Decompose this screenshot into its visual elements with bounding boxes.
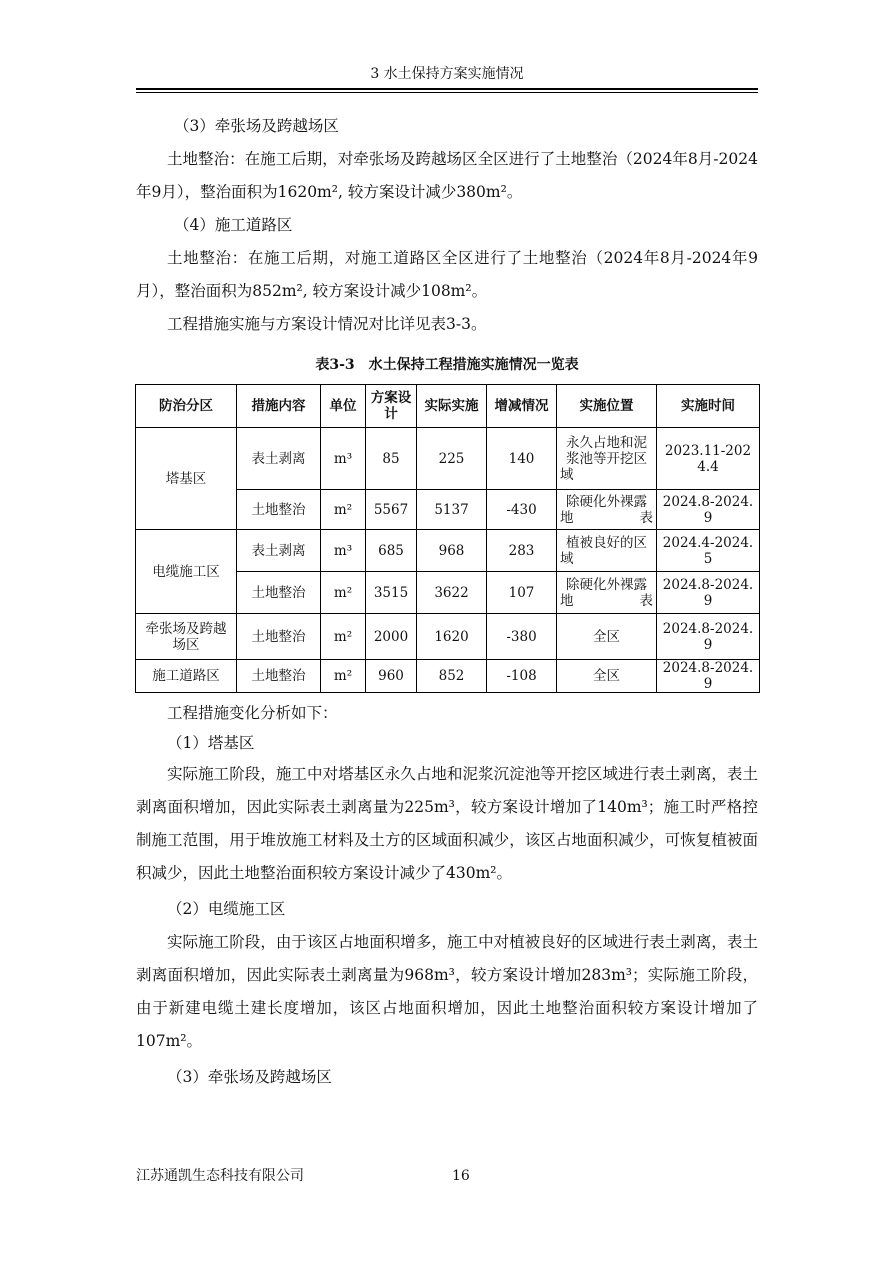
heading-road-area: （4）施工道路区 bbox=[174, 216, 293, 234]
cell-measure: 土地整治 bbox=[237, 572, 321, 614]
cell-unit: m² bbox=[321, 572, 366, 614]
heading-tower-area: （1）塔基区 bbox=[167, 734, 255, 752]
col-header-measure: 措施内容 bbox=[237, 385, 321, 428]
cell-measure: 土地整治 bbox=[237, 614, 321, 660]
cell-measure: 表土剥离 bbox=[237, 530, 321, 572]
cell-plan: 85 bbox=[366, 428, 417, 490]
cell-location: 全区 bbox=[557, 614, 657, 660]
cell-location: 植被良好的区域 bbox=[557, 530, 657, 572]
section-top bbox=[136, 110, 758, 341]
cell-location: 永久占地和泥浆池等开挖区域 bbox=[557, 428, 657, 490]
cell-plan: 3515 bbox=[366, 572, 417, 614]
cell-change: -380 bbox=[487, 614, 557, 660]
table-row bbox=[136, 660, 760, 693]
cell-change: 283 bbox=[487, 530, 557, 572]
cell-time: 2024.4-2024.5 bbox=[657, 530, 760, 572]
cell-zone: 施工道路区 bbox=[136, 660, 237, 693]
heading-cable-area: （2）电缆施工区 bbox=[167, 900, 286, 918]
table-header-row bbox=[136, 385, 760, 428]
header-rule-thin bbox=[136, 92, 758, 93]
cell-measure: 土地整治 bbox=[237, 660, 321, 693]
heading-stringing-area: （3）牵张场及跨越场区 bbox=[174, 117, 339, 135]
cell-zone: 电缆施工区 bbox=[136, 530, 237, 614]
page-number: 16 bbox=[452, 1168, 470, 1184]
cell-time: 2023.11-2024.4 bbox=[657, 428, 760, 490]
cell-change: 107 bbox=[487, 572, 557, 614]
cell-actual: 968 bbox=[417, 530, 487, 572]
cell-unit: m³ bbox=[321, 428, 366, 490]
para-road-area: 土地整治：在施工后期，对施工道路区全区进行了土地整治（2024年8月-2024年9月），整治面积为852m², 较方案设计减少108m²。 bbox=[136, 249, 758, 300]
analysis-intro: 工程措施变化分析如下： bbox=[167, 704, 338, 722]
heading-stringing-area-2: （3）牵张场及跨越场区 bbox=[167, 1068, 332, 1086]
table-row bbox=[136, 428, 760, 490]
cell-change: -430 bbox=[487, 490, 557, 530]
para-compare: 工程措施实施与方案设计情况对比详见表3-3。 bbox=[167, 315, 487, 333]
cell-zone: 塔基区 bbox=[136, 428, 237, 530]
table-row bbox=[136, 614, 760, 660]
col-header-location: 实施位置 bbox=[557, 385, 657, 428]
cell-location: 除硬化外裸露地表 bbox=[557, 490, 657, 530]
cell-change: -108 bbox=[487, 660, 557, 693]
cell-zone: 牵张场及跨越场区 bbox=[136, 614, 237, 660]
cell-time: 2024.8-2024.9 bbox=[657, 572, 760, 614]
cell-actual: 3622 bbox=[417, 572, 487, 614]
col-header-plan: 方案设计 bbox=[366, 385, 417, 428]
cell-actual: 5137 bbox=[417, 490, 487, 530]
cell-location: 全区 bbox=[557, 660, 657, 693]
col-header-time: 实施时间 bbox=[657, 385, 760, 428]
cell-unit: m³ bbox=[321, 530, 366, 572]
cell-plan: 685 bbox=[366, 530, 417, 572]
cell-measure: 土地整治 bbox=[237, 490, 321, 530]
cell-location: 除硬化外裸露地表 bbox=[557, 572, 657, 614]
cell-time: 2024.8-2024.9 bbox=[657, 660, 760, 693]
cell-time: 2024.8-2024.9 bbox=[657, 490, 760, 530]
col-header-unit: 单位 bbox=[321, 385, 366, 428]
header-rule-thick bbox=[136, 88, 758, 90]
col-header-actual: 实际实施 bbox=[417, 385, 487, 428]
footer-company: 江苏通凯生态科技有限公司 bbox=[136, 1168, 304, 1184]
cell-unit: m² bbox=[321, 614, 366, 660]
col-header-zone: 防治分区 bbox=[136, 385, 237, 428]
para-cable-area: 实际施工阶段，由于该区占地面积增多，施工中对植被良好的区域进行表土剥离，表土剥离面积增加，因此实际表土剥离量为968m³，较方案设计增加283m³；实际施工阶段，由于新建电缆土建长度增加，该区占地面积增加，因此土地整治面积较方案设计增加了107m²。 bbox=[136, 933, 758, 1050]
measures-table bbox=[135, 384, 760, 693]
cell-plan: 5567 bbox=[366, 490, 417, 530]
cell-actual: 225 bbox=[417, 428, 487, 490]
col-header-change: 增减情况 bbox=[487, 385, 557, 428]
cell-change: 140 bbox=[487, 428, 557, 490]
cell-unit: m² bbox=[321, 490, 366, 530]
cell-unit: m² bbox=[321, 660, 366, 693]
cell-plan: 960 bbox=[366, 660, 417, 693]
cell-measure: 表土剥离 bbox=[237, 428, 321, 490]
cell-plan: 2000 bbox=[366, 614, 417, 660]
table-row bbox=[136, 530, 760, 572]
cell-actual: 852 bbox=[417, 660, 487, 693]
cell-time: 2024.8-2024.9 bbox=[657, 614, 760, 660]
table-title: 表3-3 水土保持工程措施实施情况一览表 bbox=[315, 357, 579, 373]
section-analysis bbox=[136, 698, 758, 1094]
para-tower-area: 实际施工阶段，施工中对塔基区永久占地和泥浆沉淀池等开挖区域进行表土剥离，表土剥离面积增加，因此实际表土剥离量为225m³，较方案设计增加了140m³；施工时严格控制施工范围，用于堆放施工材料及土方的区域面积减少，该区占地面积减少，可恢复植被面积减少，因此土地整治面积较方案设计减少了430m²。 bbox=[136, 765, 758, 882]
page-header: 3 水土保持方案实施情况 bbox=[370, 66, 524, 82]
para-stringing-area: 土地整治：在施工后期，对牵张场及跨越场区全区进行了土地整治（2024年8月-2024年9月），整治面积为1620m², 较方案设计减少380m²。 bbox=[136, 150, 758, 201]
cell-actual: 1620 bbox=[417, 614, 487, 660]
